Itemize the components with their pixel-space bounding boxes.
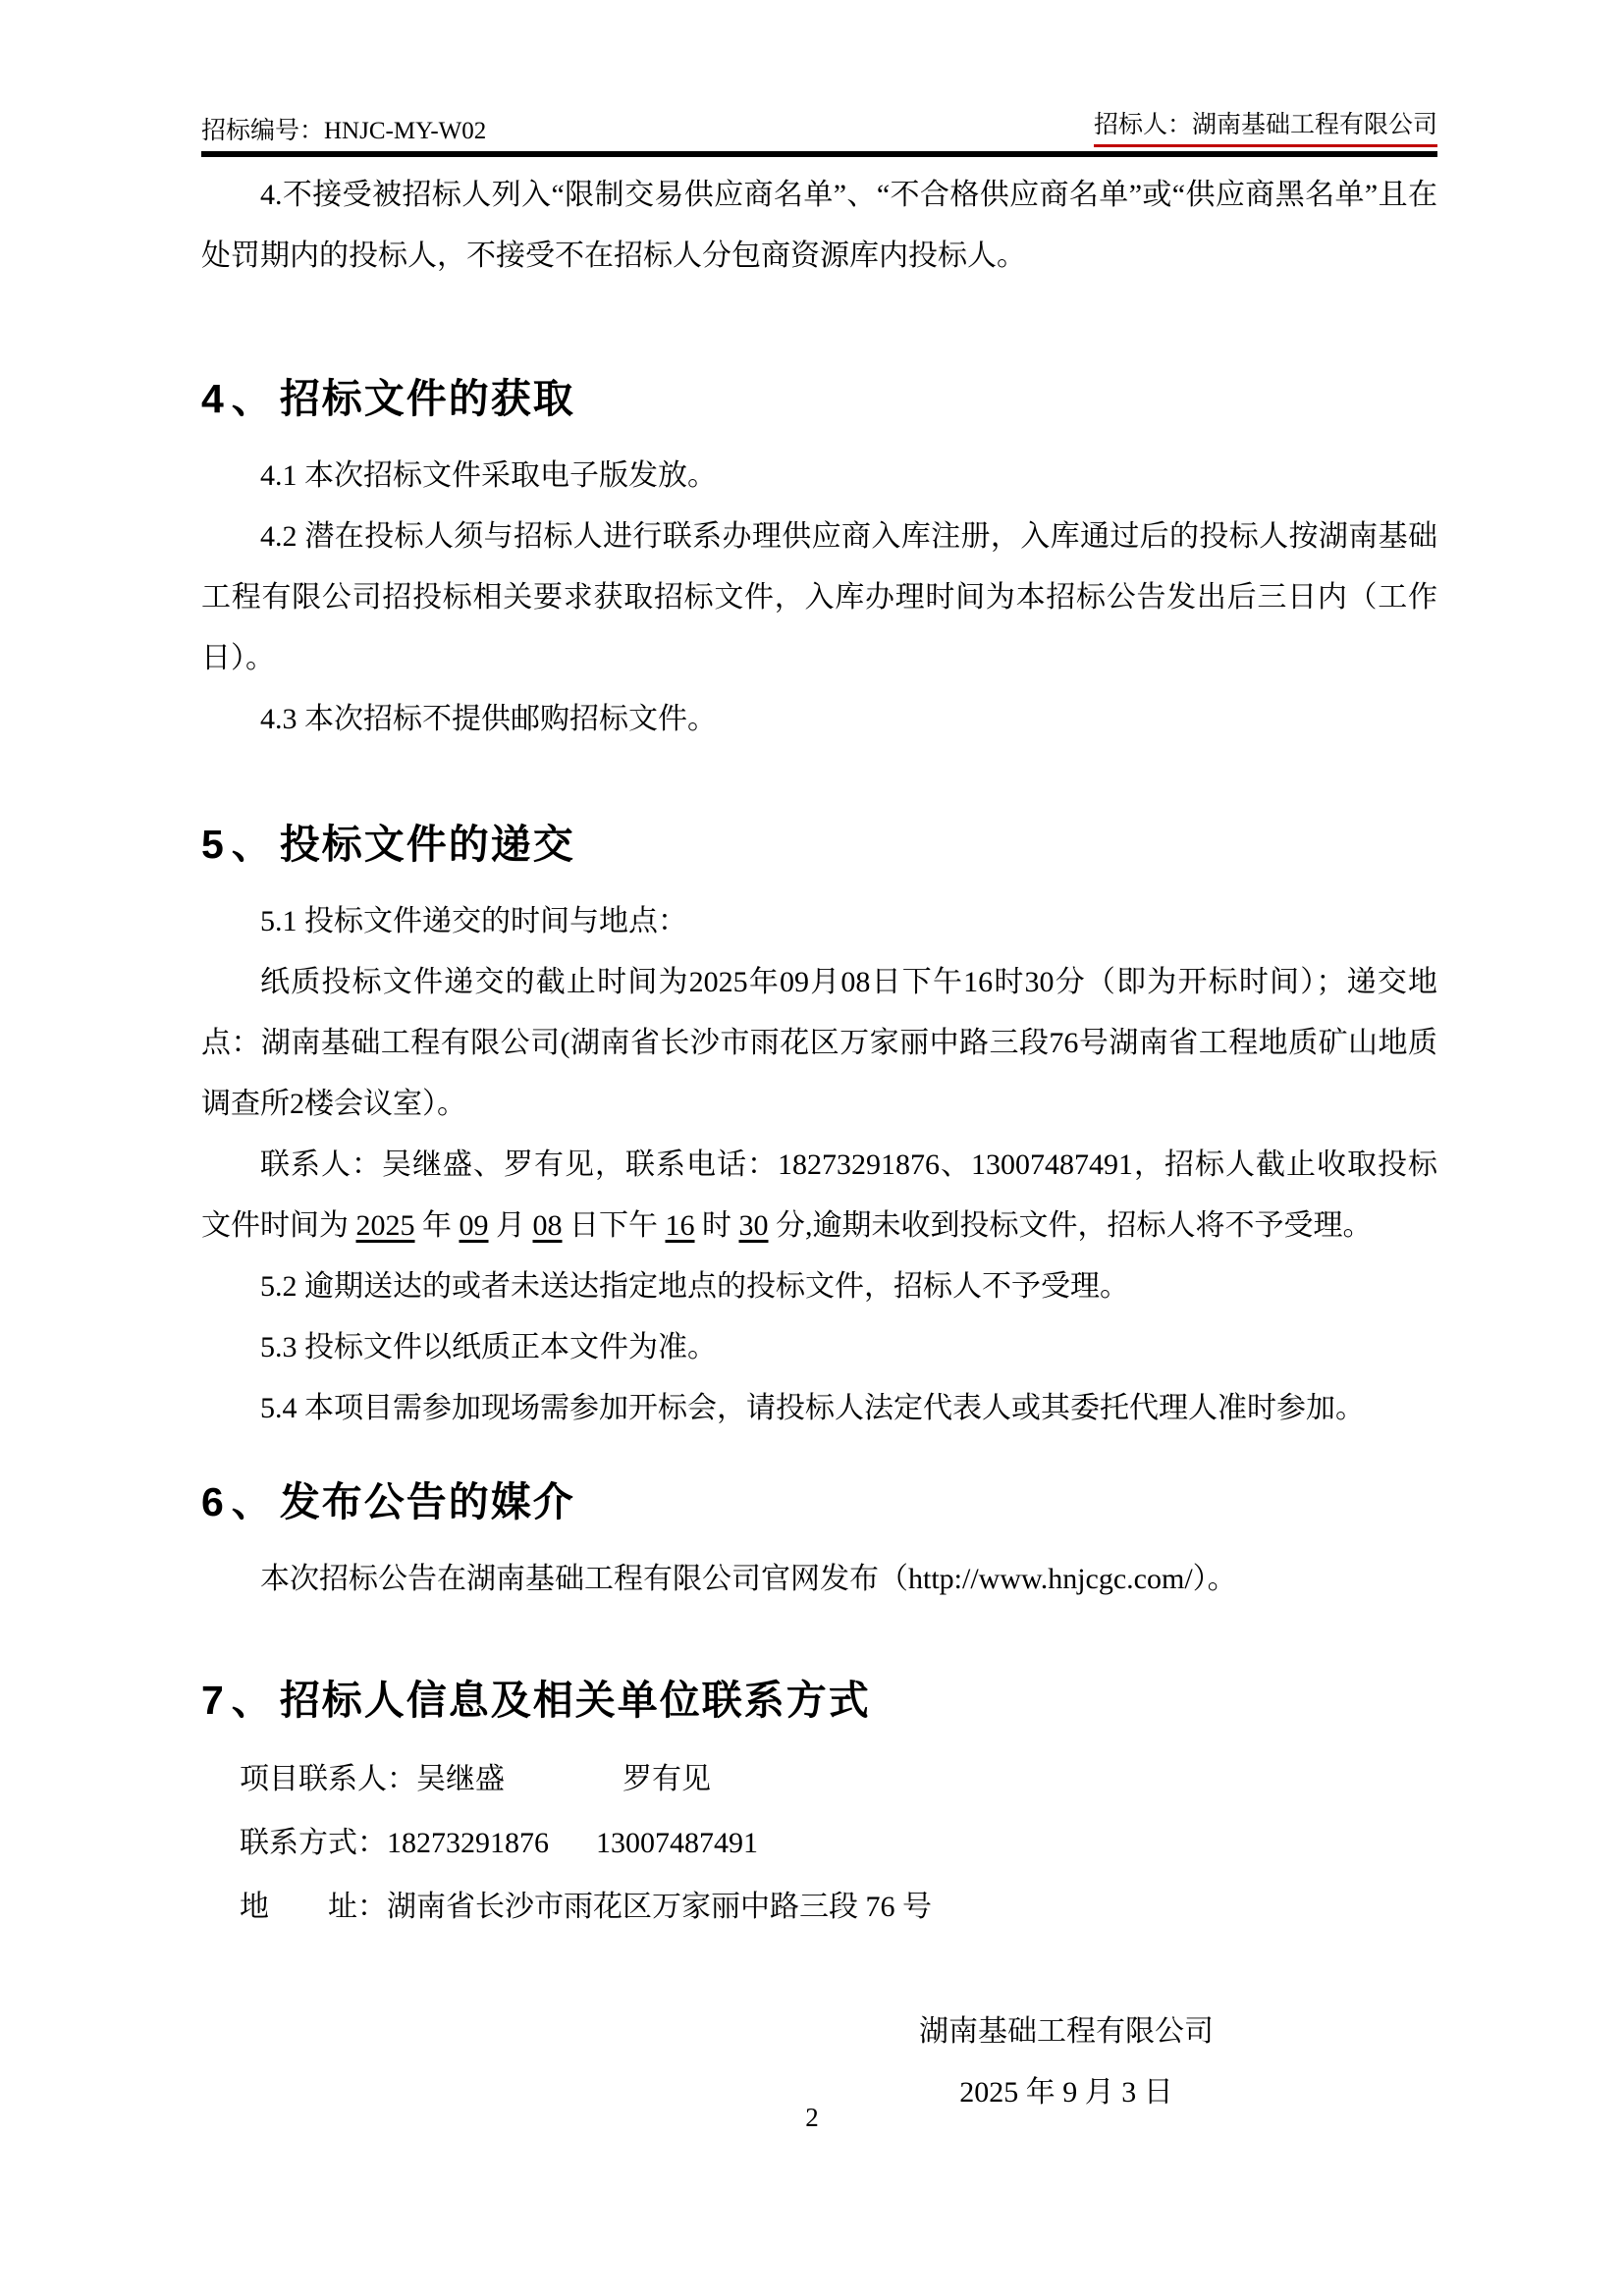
signature-company: 湖南基础工程有限公司 xyxy=(919,2015,1214,2048)
address-value: 湖南省长沙市雨花区万家丽中路三段 76 号 xyxy=(387,1891,932,1923)
section6-number: 6、 xyxy=(201,1479,280,1524)
deadline-seg-10: 分,逾期未收到投标文件，招标人将不予受理。 xyxy=(768,1209,1373,1242)
deadline-hour: 16 xyxy=(665,1209,695,1242)
section5-p5: 5.3 投标文件以纸质正本文件为准。 xyxy=(260,1331,717,1363)
section5-p2: 纸质投标文件递交的截止时间为2025年09月08日下午16时30分（即为开标时间）；递交地点：湖南基础工程有限公司(湖南省长沙市雨花区万家丽中路三段76号湖南省工程地质矿山地质调查所2楼会议室）。 xyxy=(201,966,1437,1120)
phones-label: 联系方式： xyxy=(240,1827,387,1859)
section5-p1: 5.1 投标文件递交的时间与地点： xyxy=(260,905,687,937)
section6-title-text: 发布公告的媒介 xyxy=(279,1479,575,1524)
deadline-year: 2025 xyxy=(355,1209,415,1242)
section5-p6: 5.4 本项目需参加现场需参加开标会，请投标人法定代表人或其委托代理人准时参加。 xyxy=(260,1392,1365,1424)
project-contacts-label: 项目联系人： xyxy=(240,1763,416,1795)
contact-name-1: 吴继盛 xyxy=(416,1763,505,1795)
project-contacts-row xyxy=(201,1747,1437,1811)
section5-title-text: 投标文件的递交 xyxy=(279,822,575,867)
deadline-seg-8: 时 xyxy=(694,1209,739,1242)
section4-p3: 4.3 本次招标不提供邮购招标文件。 xyxy=(260,703,717,735)
section4-title-text: 招标文件的获取 xyxy=(279,376,575,421)
deadline-seg-0: 联系人：吴继盛、罗有见，联系电话：18273291876、13007487491，招标人截止收取投标文件时间为 xyxy=(201,1148,1437,1242)
section5-title xyxy=(201,815,1437,874)
section4-p2: 4.2 潜在投标人须与招标人进行联系办理供应商入库注册，入库通过后的投标人按湖南基础工程有限公司招投标相关要求获取招标文件，入库办理时间为本招标公告发出后三日内（工作日）。 xyxy=(201,520,1437,674)
deadline-day: 08 xyxy=(532,1209,563,1242)
intro-paragraph: 4.不接受被招标人列入“限制交易供应商名单”、“不合格供应商名单”或“供应商黑名单”且在处罚期内的投标人，不接受不在招标人分包商资源库内投标人。 xyxy=(201,179,1437,272)
section6-p1: 本次招标公告在湖南基础工程有限公司官网发布（http://www.hnjcgc.com/）。 xyxy=(260,1563,1237,1595)
page-number: 2 xyxy=(805,2103,819,2132)
phone-1: 18273291876 xyxy=(387,1827,549,1859)
deadline-month: 09 xyxy=(459,1209,489,1242)
tender-number: 招标编号：HNJC-MY-W02 xyxy=(201,118,487,144)
section5-number: 5、 xyxy=(201,822,280,867)
section7-number: 7、 xyxy=(201,1678,280,1723)
deadline-minute: 30 xyxy=(738,1209,769,1242)
deadline-seg-6: 日下午 xyxy=(562,1209,666,1242)
section7-title-text: 招标人信息及相关单位联系方式 xyxy=(279,1678,871,1723)
address-label: 地 址： xyxy=(240,1891,387,1923)
header-rule xyxy=(201,151,1437,157)
contact-name-2: 罗有见 xyxy=(623,1763,711,1795)
address-row xyxy=(201,1875,1437,1939)
tenderee-name: 招标人：湖南基础工程有限公司 xyxy=(1094,110,1437,147)
section4-p1: 4.1 本次招标文件采取电子版发放。 xyxy=(260,459,717,492)
deadline-seg-4: 月 xyxy=(488,1209,533,1242)
section4-title xyxy=(201,369,1437,428)
section6-title xyxy=(201,1472,1437,1531)
page-header xyxy=(201,0,1437,147)
contact-phones-row xyxy=(201,1811,1437,1875)
phone-2: 13007487491 xyxy=(596,1827,758,1859)
section5-deadline-paragraph xyxy=(201,1135,1437,1256)
section4-number: 4、 xyxy=(201,376,280,421)
section7-title xyxy=(201,1671,1437,1730)
section5-p4: 5.2 逾期送达的或者未送达指定地点的投标文件，招标人不予受理。 xyxy=(260,1270,1129,1303)
signature-date: 2025 年 9 月 3 日 xyxy=(959,2076,1173,2109)
deadline-seg-2: 年 xyxy=(414,1209,460,1242)
